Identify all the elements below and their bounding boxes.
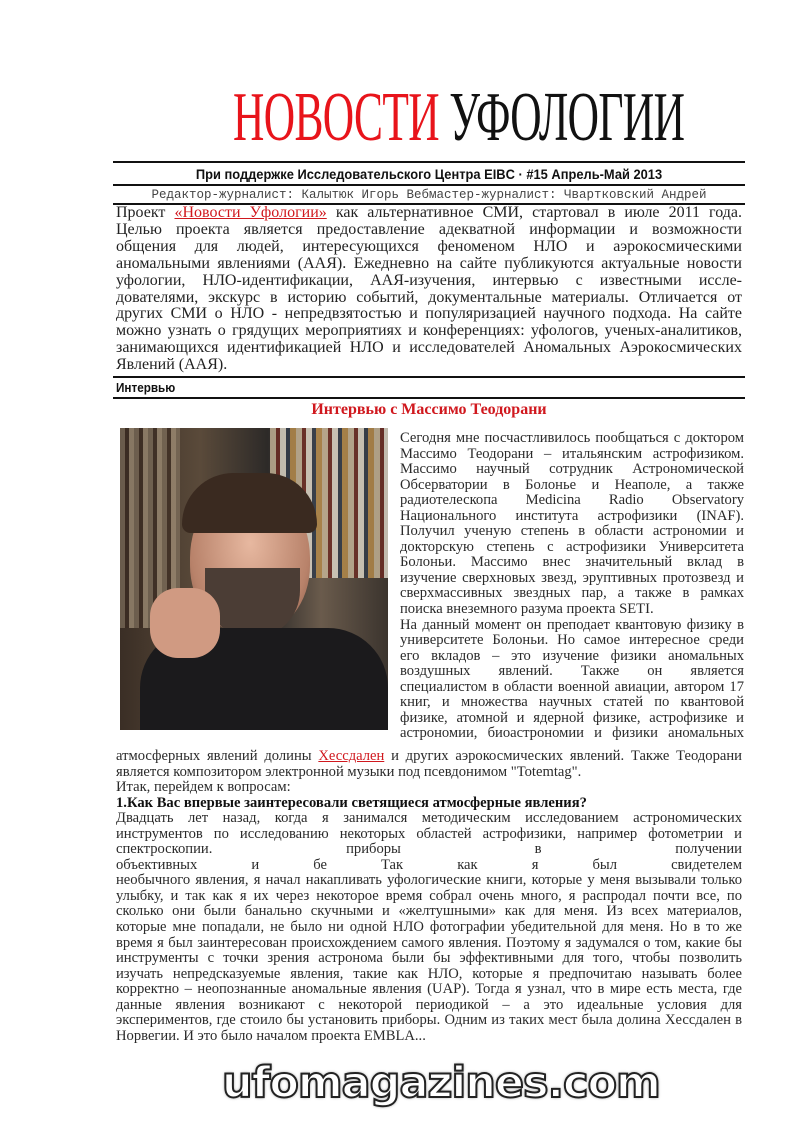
- masthead-logo: НОВОСТИ УФОЛОГИИ: [233, 79, 685, 156]
- text-line: Норвегии. И это было началом проекта EMBLA...: [116, 1027, 426, 1044]
- text-line: астрономии, биоастрономии и физики аномальных: [400, 725, 744, 742]
- portrait-photo: [120, 428, 388, 730]
- intro-line: аномальными явлениями (ААЯ). Ежедневно на сайте публикуются актуальные новости: [116, 254, 742, 272]
- text-line: Обсерватории в Болонье и Неаполе, а также: [400, 476, 744, 493]
- text-line: Национального института астрофизики (INAF).: [400, 507, 744, 524]
- intro-line: других СМИ о НЛО - непредвзятостью и популяризацией научного подхода. На сайте: [116, 305, 742, 323]
- text-line: докторскую степень с астрофизики Университета: [400, 538, 744, 555]
- text-line: является композитором электронной музыки под псевдонимом "Totemtag".: [116, 763, 582, 780]
- project-link[interactable]: «Новости Уфологии»: [174, 204, 327, 221]
- text-line: спектроскопии. приборы в получении: [116, 841, 742, 858]
- intro-line: уфологии, НЛО-идентификации, ААЯ-изучения, интервью с известными иссле-: [116, 271, 742, 289]
- text-line: сколько они были банально скучными и «желтушными» как для меня. Из всех материалов,: [116, 903, 742, 920]
- hessdalen-link[interactable]: Хесcдален: [318, 748, 385, 764]
- divider: [113, 397, 745, 399]
- watermark: ufomagazines.com: [222, 1058, 660, 1108]
- article-body: [116, 749, 742, 1044]
- text-line: На данный момент он преподает квантовую физику в: [400, 616, 744, 633]
- editor-line: Редактор-журналист: Калытюк Игорь Вебмастер-журналист: Чвартковский Андрей: [151, 188, 707, 202]
- text-line: Итак, перейдем к вопросам:: [116, 779, 291, 796]
- divider: [113, 161, 745, 163]
- text-line: университете Болоньи. Но самое интересное среди: [400, 632, 744, 649]
- text-line: корректно – неопознанные аномальные явления (UAP). Тогда я узнал, что в мире есть места, где: [116, 981, 742, 998]
- text-line: изучать непредсказуемые явления, такие как НЛО, которые я предпочитаю называть более: [116, 965, 742, 982]
- text-line: экспериментов, где стоило бы установить приборы. Одним из таких мест была долина Хессдален в: [116, 1012, 742, 1029]
- text-line: изучение сверхновых звезд, эруптивных протозвезд и: [400, 569, 744, 586]
- text-line: воздушных явлений. Также он является: [400, 663, 744, 680]
- divider: [113, 184, 745, 186]
- text-line: радиотелескопа Medicina Radio Observatory: [400, 492, 744, 509]
- text-line: время я был заинтересован происхождением самого явления. Поэтому я задумался о том, какие бы: [116, 934, 742, 951]
- intro-line: Проект «Новости Уфологии» как альтернативное СМИ, стартовал в июле 2011 года.: [116, 204, 743, 221]
- text-line: Болоньи. Массимо внес значительный вклад в: [400, 554, 744, 571]
- text-line: атмосферных явлений долины Хесcдален и других аэрокосмических явлений. Также Теодорани: [116, 748, 742, 764]
- divider: [113, 376, 745, 378]
- intro-line: Явлений (ААЯ).: [116, 356, 228, 374]
- text-line: улыбку, и так как я их через некоторое время собрал очень много, я распродал почти все, по: [116, 887, 742, 904]
- text-line: Двадцать лет назад, когда я занимался методическим исследованием астрономических: [116, 810, 742, 827]
- intro-paragraph: [116, 205, 742, 374]
- article-intro-column: [400, 431, 744, 742]
- text-line: Массимо Теодорани – итальянским астрофизиком.: [400, 445, 744, 462]
- text-line: которые мне попадали, не было ни одной НЛО фотографии убедительной для меня. Но в то же: [116, 919, 742, 936]
- text-line: поиска внеземного разума проекта SETI.: [400, 601, 654, 618]
- text-line: необычного явления, я начал накапливать уфологические книги, которые у меня вызывали только: [116, 872, 742, 889]
- intro-line: можно узнать о грядущих мероприятиях и конференциях: уфологов, ученых-аналитиков,: [116, 322, 742, 340]
- text-line: книг, и множества научных статей по квантовой: [400, 694, 744, 711]
- intro-line: дователями, экскурс в историю событий, документальные материалы. Отличается от: [116, 288, 742, 306]
- text-line: Сегодня мне посчастливилось пообщаться с доктором: [400, 430, 744, 446]
- text-line: физике, атомной и ядерной физике, астрофизике и: [400, 709, 744, 726]
- text-line: инструменты с точки зрения астронома были бы эффективными для того, чтобы позволить: [116, 950, 742, 967]
- text-line: данные явления возникают с некоторой периодикой – а это идеальные условия для: [116, 996, 742, 1013]
- text-line: специалистом в области военной авиации, автором 17: [400, 678, 744, 695]
- intro-line: Целью проекта является предоставление адекватной информации и возможности: [116, 220, 742, 238]
- text-line: инструментов по исследованию некоторых областей астрофизики, например фотометрии и: [116, 825, 742, 842]
- text-line: Получил ученую степень в области астрономии и: [400, 523, 744, 540]
- text-line: объективных и бе Так как я был свидетелем: [116, 856, 742, 873]
- support-line: При поддержке Исследовательского Центра EIBC · #15 Апрель-Май 2013: [195, 166, 663, 182]
- article-title: Интервью с Массимо Теодорани: [311, 401, 547, 418]
- text-line: сверхмассивных звездных пар, а также в рамках: [400, 585, 744, 602]
- text-line: его вкладов – это изучение физики аномальных: [400, 647, 744, 664]
- intro-line: занимающихся идентификацией НЛО и исследователей Аномальных Аэрокосмических: [116, 339, 742, 357]
- section-label: Интервью: [116, 380, 176, 395]
- question-heading: 1.Как Вас впервые заинтересовали светящиеся атмосферные явления?: [116, 794, 587, 811]
- text-line: Массимо научный сотрудник Астрономической: [400, 461, 744, 478]
- intro-line: общения для людей, интересующихся феноменом НЛО и аэрокосмическими: [116, 237, 742, 255]
